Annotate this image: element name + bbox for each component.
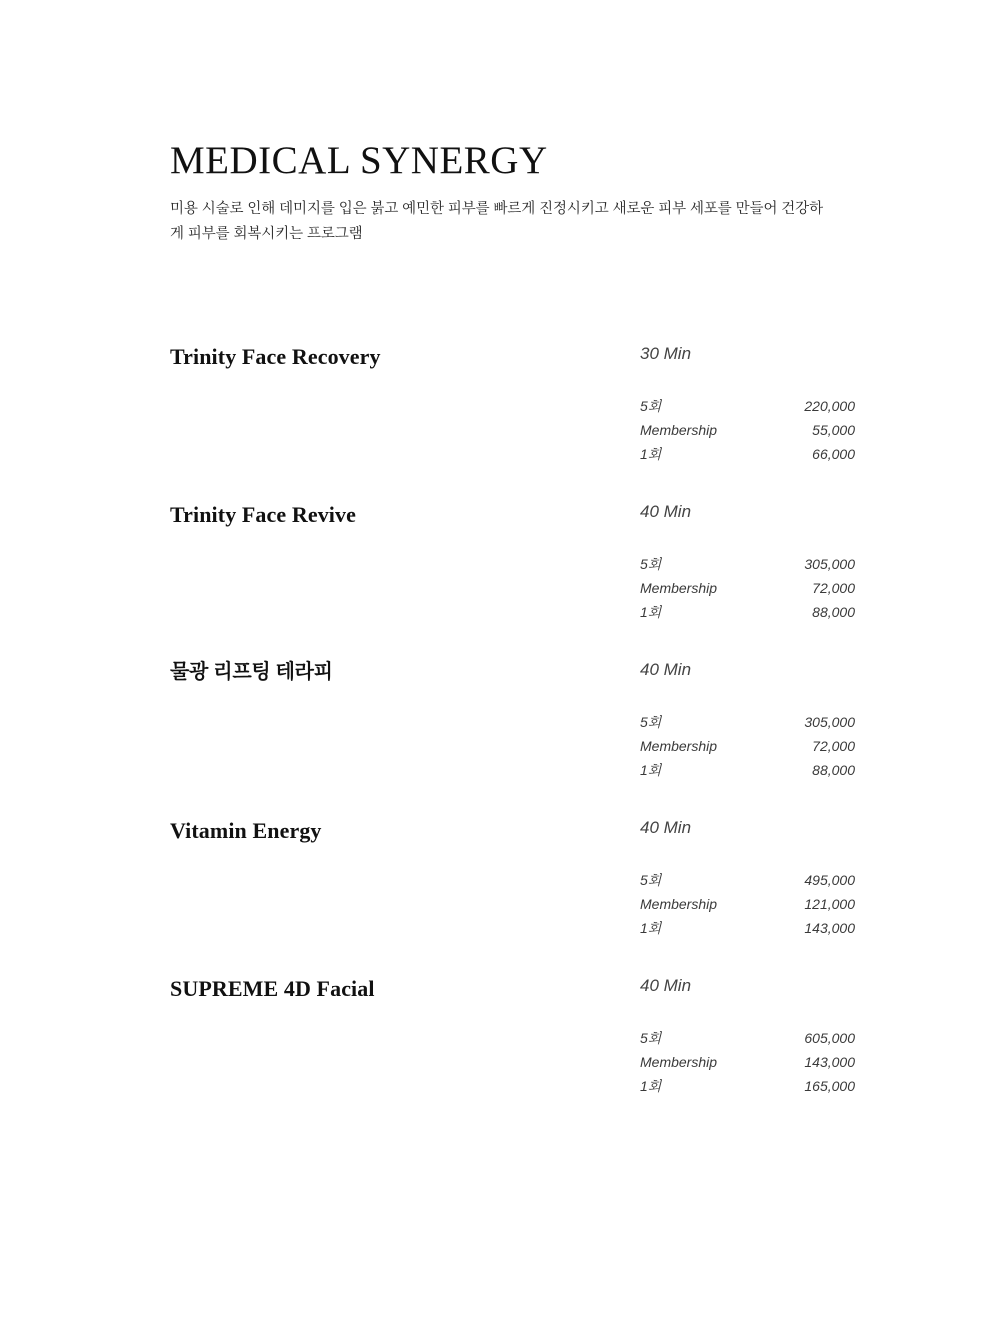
price-value: 495,000: [804, 872, 855, 889]
price-row: [640, 916, 855, 940]
price-row: [640, 710, 855, 734]
treatment-name: Vitamin Energy: [170, 817, 322, 843]
price-label: 5회: [640, 714, 662, 731]
price-label: 1회: [640, 762, 662, 779]
price-label: Membership: [640, 896, 718, 913]
price-row: [640, 600, 855, 624]
price-value: 305,000: [804, 714, 855, 731]
treatment-item: [170, 975, 855, 1095]
price-label: 1회: [640, 920, 662, 937]
price-label: Membership: [640, 580, 718, 597]
price-value: 305,000: [804, 556, 855, 573]
page-title: MEDICAL SYNERGY: [170, 139, 548, 182]
price-table: [640, 710, 855, 782]
treatment-item: [170, 501, 855, 621]
treatment-name: 물광 리프팅 테라피: [170, 660, 333, 683]
treatment-duration: 40 Min: [640, 659, 692, 679]
price-value: 121,000: [804, 896, 855, 913]
price-label: 1회: [640, 604, 662, 621]
page-description: 미용 시술로 인해 데미지를 입은 붉고 예민한 피부를 빠르게 진정시키고 새로운 피부 세포를 만들어 건강하게 피부를 회복시키는 프로그램: [170, 200, 823, 243]
price-row: [640, 1074, 855, 1098]
price-value: 143,000: [804, 1054, 855, 1071]
treatment-item: [170, 659, 855, 779]
treatment-name: SUPREME 4D Facial: [170, 975, 375, 1001]
price-label: 5회: [640, 398, 662, 415]
price-row: [640, 552, 855, 576]
price-value: 55,000: [812, 422, 855, 439]
price-label: Membership: [640, 1054, 718, 1071]
treatment-duration: 30 Min: [640, 343, 692, 363]
treatment-list: [170, 343, 855, 1095]
treatment-details: [640, 344, 855, 467]
price-row: [640, 394, 855, 418]
treatment-details: [640, 818, 855, 941]
treatment-duration: 40 Min: [640, 817, 692, 837]
price-value: 165,000: [804, 1078, 855, 1095]
treatment-duration: 40 Min: [640, 501, 692, 521]
price-value: 72,000: [812, 580, 855, 597]
price-label: 1회: [640, 1078, 662, 1095]
treatment-details: [640, 660, 855, 783]
treatment-item: [170, 343, 855, 463]
treatment-details: [640, 502, 855, 625]
price-label: 5회: [640, 1030, 662, 1047]
price-row: [640, 418, 855, 442]
price-value: 66,000: [812, 446, 855, 463]
treatment-name: Trinity Face Revive: [170, 501, 356, 527]
price-value: 72,000: [812, 738, 855, 755]
price-label: 1회: [640, 446, 662, 463]
price-value: 88,000: [812, 762, 855, 779]
price-value: 88,000: [812, 604, 855, 621]
price-table: [640, 552, 855, 624]
price-row: [640, 1050, 855, 1074]
price-table: [640, 1026, 855, 1098]
price-label: Membership: [640, 422, 718, 439]
price-table: [640, 394, 855, 466]
price-row: [640, 1026, 855, 1050]
price-row: [640, 892, 855, 916]
treatment-details: [640, 976, 855, 1099]
price-row: [640, 868, 855, 892]
treatment-duration: 40 Min: [640, 975, 692, 995]
treatment-item: [170, 817, 855, 937]
price-row: [640, 442, 855, 466]
price-table: [640, 868, 855, 940]
price-row: [640, 576, 855, 600]
price-row: [640, 758, 855, 782]
price-label: Membership: [640, 738, 718, 755]
price-value: 143,000: [804, 920, 855, 937]
treatment-name: Trinity Face Recovery: [170, 343, 381, 369]
price-label: 5회: [640, 872, 662, 889]
price-label: 5회: [640, 556, 662, 573]
price-value: 220,000: [804, 398, 855, 415]
price-row: [640, 734, 855, 758]
price-value: 605,000: [804, 1030, 855, 1047]
